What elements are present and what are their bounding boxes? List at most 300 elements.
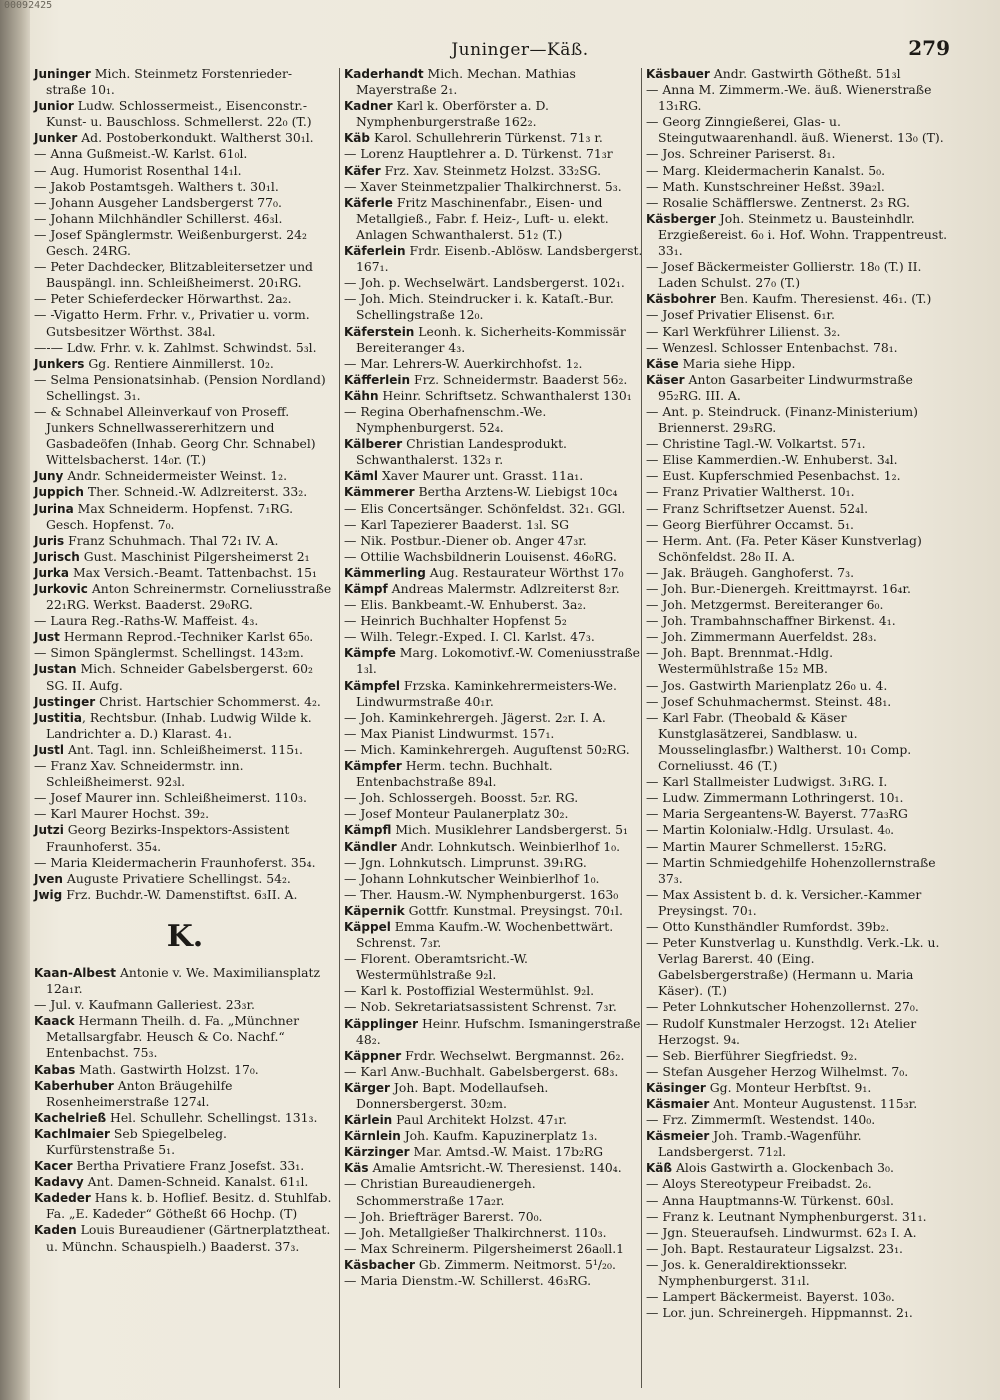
entry-details: Alois Gastwirth a. Glockenbach 3₀. (672, 1160, 894, 1176)
directory-entry (646, 372, 948, 404)
entry-surname: Kaack (34, 1014, 75, 1029)
entry-surname: Just (34, 630, 60, 645)
entry-details: Fritz Maschinenfabr., Eisen- und Metallgieß., Fabr. f. Heiz-, Luft- u. elekt. Anlagen Schwanthalerst. 51₂ (T.) (356, 194, 609, 242)
entry-surname: Käsmeier (646, 1129, 710, 1144)
entry-details: Karol. Schullehrerin Türkenst. 71₃ r. (370, 130, 603, 146)
directory-entry (34, 291, 336, 307)
directory-entry (34, 179, 336, 195)
entry-details: Hans k. b. Hoflief. Besitz. d. Stuhlfab. Fa. „E. Kadeder“ Götheßt 66 Hochp. (T) (46, 1190, 332, 1222)
entry-details: Ther. Schneid.-W. Adlzreiterst. 33₂. (83, 484, 308, 500)
directory-entry (344, 163, 646, 179)
directory-entry (646, 1016, 948, 1048)
entry-details: — Peter Schieferdecker Hörwarthst. 2a₂. (34, 291, 292, 307)
directory-entry (34, 629, 336, 645)
directory-entry (344, 999, 646, 1015)
entry-details: — Joh. Bur.-Dienergeh. Kreittmayrst. 16₄r. (646, 581, 911, 596)
entry-details: — Frz. Zimmermſt. Westendst. 140₀. (646, 1112, 876, 1128)
directory-entry (34, 404, 336, 468)
entry-details: — Elis Concertsänger. Schönfeldst. 32₁. GGl. (344, 500, 626, 516)
directory-entry (344, 822, 646, 838)
entry-surname: Juppich (34, 485, 84, 500)
directory-entry (344, 356, 646, 372)
entry-surname: Käsbohrer (646, 292, 716, 307)
entry-details: Joh. Steinmetz u. Bausteinhdlr. Erzgießereist. 6₀ i. Hof. Wohn. Trappentreust. 33₁. (658, 210, 948, 259)
entry-details: — Eust. Kupferschmied Pesenbachst. 1₂. (646, 468, 901, 484)
directory-entry (646, 839, 948, 855)
entry-details: Heinr. Schriftsetz. Schwanthalerst 130₁ (378, 387, 632, 403)
entry-details: Mar. Amtsd.-W. Maist. 17b₂RG (409, 1144, 604, 1160)
directory-entry (646, 1048, 948, 1064)
column-1 (34, 66, 336, 1255)
directory-entry (34, 613, 336, 629)
entry-details: Bertha Privatiere Franz Josefst. 33₁. (72, 1158, 305, 1174)
entry-details: — Wenzesl. Schlosser Entenbachst. 78₁. (646, 339, 898, 355)
entry-surname: Kändler (344, 839, 397, 854)
directory-entry (34, 1110, 336, 1126)
directory-entry (344, 533, 646, 549)
directory-entry (646, 324, 948, 340)
entry-surname: Käppner (344, 1048, 402, 1063)
directory-entry (646, 1305, 948, 1321)
directory-entry (34, 565, 336, 581)
entry-details: Max Versich.-Beamt. Tattenbachst. 15₁ (69, 564, 317, 580)
entry-surname: Juninger (34, 67, 91, 81)
entry-details: Gottfr. Kunstmal. Preysingst. 70₁l. (404, 902, 623, 918)
entry-details: — Joh. p. Wechselwärt. Landsbergerst. 102₁. (344, 275, 625, 291)
directory-entry (344, 146, 646, 162)
directory-entry (646, 66, 948, 82)
entry-details: Gg. Rentiere Ainmillerst. 10₂. (84, 355, 274, 371)
entry-surname: Jurkovic (34, 582, 88, 596)
directory-entry (646, 806, 948, 822)
entry-details: — Martin Schmiedgehilfe Hohenzollernstraße 37₃. (646, 854, 936, 886)
directory-entry (344, 678, 646, 710)
entry-surname: Kärger (344, 1080, 390, 1095)
entry-details: Frzska. Kaminkehrermeisters-We. Lindwurmstraße 40₁r. (356, 677, 617, 709)
entry-details: — Josef Spänglermstr. Weißenburgerst. 24₂ Gesch. 24RG. (34, 226, 308, 259)
entry-details: — Maria Kleidermacherin Fraunhoferst. 35₄. (34, 854, 316, 870)
entry-surname: Käfferlein (344, 372, 411, 387)
entry-surname: Kaberhuber (34, 1078, 114, 1093)
entry-surname: Kadavy (34, 1175, 84, 1190)
column-1-entries-k (34, 965, 336, 1255)
directory-entry (34, 806, 336, 822)
directory-entry (344, 855, 646, 871)
entry-details: — Karl Tapezierer Baaderst. 1₃l. SG (344, 516, 570, 532)
entry-details: — Jos. k. Generaldirektionssekr. Nymphenburgerst. 31₁l. (646, 1256, 848, 1289)
entry-details: — Florent. Oberamtsricht.-W. Westermühlstraße 9₂l. (344, 951, 529, 983)
directory-entry (646, 501, 948, 517)
entry-details: — Josef Maurer inn. Schleißheimerst. 110₃. (34, 790, 307, 806)
entry-details: Gb. Zimmerm. Neitmorst. 5¹/₂₀. (414, 1256, 616, 1272)
directory-entry (34, 195, 336, 211)
directory-entry (344, 130, 646, 146)
entry-details: — Wilh. Telegr.-Exped. I. Cl. Karlst. 47₃. (344, 629, 595, 645)
directory-entry (34, 501, 336, 533)
entry-surname: Kaderhandt (344, 67, 424, 81)
entry-details: — Franz k. Leutnant Nymphenburgerst. 31₁. (646, 1208, 927, 1224)
directory-entry (646, 790, 948, 806)
entry-surname: Kähn (344, 388, 379, 403)
directory-entry (646, 533, 948, 565)
directory-entry (34, 372, 336, 404)
directory-entry (646, 436, 948, 452)
entry-details: — Peter Lohnkutscher Hohenzollernst. 27₀. (646, 999, 919, 1015)
entry-surname: Kabas (34, 1062, 76, 1077)
entry-surname: Käfer (344, 163, 381, 178)
directory-entry (34, 855, 336, 871)
entry-details: — Joh. Bapt. Brennmat.-Hdlg. Westermühlstraße 15₂ MB. (646, 645, 834, 677)
directory-entry (344, 517, 646, 533)
directory-entry (344, 613, 646, 629)
entry-details: — Georg Bierführer Occamst. 5₁. (646, 516, 854, 532)
entry-details: Frz. Buchdr.-W. Damenstiftst. 6₃II. A. (62, 886, 298, 902)
entry-surname: Kämpf (344, 582, 388, 596)
entry-details: Joh. Bapt. Modellaufseh. Donnersbergerst. 30₂m. (356, 1079, 549, 1111)
entry-details: Paul Architekt Holzst. 47₁r. (392, 1112, 567, 1128)
book-spine (0, 0, 30, 1400)
directory-entry (34, 1126, 336, 1158)
directory-entry (344, 1016, 646, 1048)
directory-entry (646, 919, 948, 935)
entry-details: — Ottilie Wachsbildnerin Louisenst. 46₀RG. (344, 548, 617, 564)
directory-entry (34, 1158, 336, 1174)
entry-details: — Joh. Zimmermann Auerfeldst. 28₃. (646, 629, 877, 645)
entry-details: — Simon Spänglermst. Schellingst. 143₂m. (34, 645, 304, 661)
entry-details: Anton Gasarbeiter Lindwurmstraße 95₂RG. III. A. (658, 371, 913, 403)
entry-details: Ben. Kaufm. Theresienst. 46₁. (T.) (715, 291, 932, 307)
directory-entry (344, 903, 646, 919)
entry-details: — Maria Sergeantens-W. Bayerst. 77a₃RG (646, 806, 908, 822)
entry-details: — Karl Werkführer Lilienst. 3₂. (646, 323, 841, 339)
directory-entry (646, 179, 948, 195)
directory-entry (34, 1190, 336, 1222)
directory-entry (344, 372, 646, 388)
entry-details: — Aug. Humorist Rosenthal 14₁l. (34, 162, 242, 178)
entry-surname: Junkers (34, 356, 85, 371)
entry-surname: Kämpfel (344, 678, 400, 693)
entry-details: Marg. Lokomotivf.-W. Comeniusstraße 1₃l. (356, 645, 641, 677)
entry-surname: Kadeder (34, 1191, 91, 1206)
directory-entry (344, 790, 646, 806)
entry-details: Anton Bräugehilfe Rosenheimerstraße 127₄l. (46, 1077, 233, 1109)
entry-surname: Käsbauer (646, 67, 710, 81)
entry-details: — Josef Bäckermeister Gollierstr. 18₀ (T.) II. Laden Schulst. 27₀ (T.) (646, 259, 922, 291)
entry-details: Leonh. k. Sicherheits-Kommissär Bereiteranger 4₃. (356, 323, 626, 355)
directory-entry (344, 565, 646, 581)
entry-surname: Käse (646, 356, 679, 371)
directory-entry (344, 871, 646, 887)
column-2 (344, 66, 646, 1289)
page-number: 279 (908, 36, 950, 60)
directory-entry (646, 822, 948, 838)
entry-details: — Jos. Schreiner Pariserst. 8₁. (646, 146, 836, 162)
entry-details: Franz Schuhmach. Thal 72₁ IV. A. (64, 532, 279, 548)
directory-entry (646, 307, 948, 323)
entry-details: Emma Kaufm.-W. Wochenbettwärt. Schrenst. 7₃r. (356, 918, 614, 951)
directory-entry (646, 211, 948, 259)
directory-entry (646, 114, 948, 146)
entry-details: Christ. Hartschier Schommerst. 4₂. (95, 693, 321, 709)
entry-details: Karl k. Oberförster a. D. Nymphenburgerstraße 162₂. (356, 98, 549, 130)
entry-details: — Math. Kunstschreiner Heßst. 39a₂l. (646, 178, 885, 194)
entry-details: — Otto Kunsthändler Rumfordst. 39b₂. (646, 918, 890, 934)
directory-entry (34, 146, 336, 162)
entry-surname: Käsmaier (646, 1097, 710, 1111)
entry-details: —-— Ldw. Frhr. v. k. Zahlmst. Schwindst. 5₃l. (34, 339, 317, 355)
entry-details: Joh. Kaufm. Kapuzinerplatz 1₃. (400, 1128, 598, 1144)
directory-entry (344, 388, 646, 404)
directory-entry (344, 1160, 646, 1176)
entry-details: Hel. Schullehr. Schellingst. 131₃. (106, 1109, 318, 1125)
entry-details: Ant. Tagl. inn. Schleißheimerst. 115₁. (64, 741, 303, 757)
entry-surname: Kärzinger (344, 1145, 410, 1160)
entry-details: — Elis. Bankbeamt.-W. Enhuberst. 3a₂. (344, 597, 587, 613)
entry-surname: Justitia (34, 710, 82, 725)
entry-details: Antonie v. We. Maximiliansplatz 12a₁r. (46, 964, 321, 997)
entry-surname: Käppel (344, 919, 391, 934)
entry-surname: Jwig (34, 887, 63, 902)
entry-surname: Justl (34, 742, 64, 757)
directory-entry (34, 790, 336, 806)
entry-details: — -Vigatto Herm. Frhr. v., Privatier u. vorm. Gutsbesitzer Wörthst. 38₄l. (34, 307, 310, 339)
directory-entry (344, 98, 646, 130)
entry-details: — Seb. Bierführer Siegfriedst. 9₂. (646, 1047, 858, 1063)
entry-details: Andr. Lohnkutsch. Weinbierlhof 1₀. (396, 838, 621, 854)
directory-entry (646, 935, 948, 999)
directory-entry (646, 1080, 948, 1096)
entry-details: Andreas Malermstr. Adlzreiterst 8₂r. (387, 581, 620, 596)
directory-entry (646, 1241, 948, 1257)
entry-surname: Juny (34, 469, 64, 484)
directory-entry (646, 1112, 948, 1128)
directory-entry (344, 243, 646, 275)
directory-entry (646, 1289, 948, 1305)
directory-entry (344, 436, 646, 468)
directory-entry (344, 1048, 646, 1064)
entry-details: — Nik. Postbur.-Diener ob. Anger 47₃r. (344, 532, 587, 548)
directory-entry (646, 1257, 948, 1289)
entry-details: — Selma Pensionatsinhab. (Pension Nordland) Schellingst. 3₁. (34, 371, 326, 403)
directory-entry (344, 645, 646, 677)
entry-details: — Max Assistent b. d. k. Versicher.-Kammer Preysingst. 70₁. (646, 886, 922, 918)
directory-entry (344, 1241, 646, 1257)
directory-entry (344, 1257, 646, 1273)
directory-entry (34, 822, 336, 854)
entry-details: — Mich. Kaminkehrergeh. Auguſtenst 50₂RG. (344, 741, 630, 757)
entry-details: — Franz Xav. Schneidermstr. inn. Schleißheimerst. 92₃l. (34, 758, 244, 790)
entry-surname: Jurina (34, 501, 74, 516)
entry-details: — Karl Stallmeister Ludwigst. 3₁RG. I. (646, 774, 888, 790)
directory-entry (646, 678, 948, 694)
entry-details: — Rosalie Schäfflerswe. Zentnerst. 2₃ RG. (646, 194, 910, 210)
entry-details: — Karl Maurer Hochst. 39₂. (34, 806, 210, 822)
directory-entry (646, 613, 948, 629)
entry-details: — Joh. Metzgermst. Bereiteranger 6₀. (646, 597, 884, 613)
entry-details: — Franz Privatier Waltherst. 10₁. (646, 484, 855, 500)
entry-details: — Karl Fabr. (Theobald & Käser Kunstglasätzerei, Sandblasw. u. Mousselinglasfbr.) Waltherst. 10₁ Comp. Corneliusst. 46 (T.) (646, 709, 912, 774)
directory-entry (344, 758, 646, 790)
directory-entry (646, 999, 948, 1015)
directory-entry (344, 1176, 646, 1208)
entry-details: Hermann Reprod.-Techniker Karlst 65₀. (59, 629, 314, 645)
directory-entry (34, 1222, 336, 1254)
entry-details: — Ludw. Zimmermann Lothringerst. 10₁. (646, 790, 904, 806)
entry-details: — Max Schreinerm. Pilgersheimerst 26a₀ll.1 (344, 1240, 625, 1256)
entry-details: Georg Bezirks-Inspektors-Assistent Fraunhoferst. 35₄. (46, 822, 290, 854)
entry-details: Xaver Maurer unt. Grasst. 11a₁. (378, 468, 584, 484)
entry-details: — Joh. Schlossergeh. Boosst. 5₂r. RG. (344, 790, 579, 806)
entry-details: — Lorenz Hauptlehrer a. D. Türkenst. 71₃r (344, 146, 613, 162)
directory-entry (646, 1176, 948, 1192)
entry-surname: Käml (344, 469, 379, 484)
directory-entry (34, 340, 336, 356)
directory-entry (646, 259, 948, 291)
directory-entry (344, 806, 646, 822)
entry-details: — Josef Privatier Elisenst. 6₁r. (646, 307, 835, 323)
entry-surname: Kämpfe (344, 646, 396, 661)
entry-details: — Georg Zinngießerei, Glas- u. Steingutwaarenhandl. äuß. Wienerst. 13₀ (T). (646, 114, 944, 146)
directory-entry (344, 66, 646, 98)
directory-entry (344, 1080, 646, 1112)
entry-details: — Maria Dienstm.-W. Schillerst. 46₃RG. (344, 1273, 592, 1289)
entry-details: Auguste Privatiere Schellingst. 54₂. (62, 870, 291, 886)
directory-entry (34, 163, 336, 179)
entry-surname: Kärlein (344, 1113, 393, 1128)
directory-entry (34, 710, 336, 742)
directory-entry (646, 291, 948, 307)
directory-entry (344, 951, 646, 983)
entry-details: Ludw. Schlossermeist., Eisenconstr.- Kunst- u. Bauschloss. Schmellerst. 22₀ (T.) (46, 98, 312, 130)
entry-details: — Elise Kammerdien.-W. Enhuberst. 3₄l. (646, 452, 898, 468)
entry-details: Andr. Gastwirth Götheßt. 51₃l (709, 66, 901, 81)
directory-entry (646, 146, 948, 162)
directory-entry (646, 710, 948, 774)
directory-entry (646, 887, 948, 919)
directory-entry (344, 710, 646, 726)
entry-details: — Aloys Stereotypeur Freibadst. 2₆. (646, 1176, 872, 1192)
entry-details: — Heinrich Buchhalter Hopfenst 5₂ (344, 613, 567, 629)
directory-entry (646, 484, 948, 500)
scan-id: 00092425 (4, 0, 53, 11)
entry-details: Frdr. Wechselwt. Bergmannst. 26₂. (401, 1047, 625, 1063)
entry-surname: Kadner (344, 99, 393, 114)
directory-entry (646, 163, 948, 179)
directory-entry (344, 597, 646, 613)
entry-details: Frdr. Eisenb.-Ablösw. Landsbergerst. 167₁. (356, 243, 643, 275)
entry-details: — Lampert Bäckermeist. Bayerst. 103₀. (646, 1289, 895, 1305)
entry-details: — Jak. Bräugeh. Ganghoferst. 7₃. (646, 564, 855, 580)
entry-details: — Rudolf Kunstmaler Herzogst. 12₁ Atelier Herzogst. 9₄. (646, 1015, 917, 1047)
directory-entry (344, 195, 646, 243)
entry-surname: Kacer (34, 1159, 73, 1174)
directory-entry (34, 130, 336, 146)
directory-entry (344, 919, 646, 951)
entry-surname: Kachelrieß (34, 1110, 107, 1125)
entry-surname: Käpernik (344, 903, 405, 918)
directory-entry (646, 195, 948, 211)
entry-surname: Kämpfer (344, 759, 402, 774)
directory-entry (646, 517, 948, 533)
directory-entry (344, 1209, 646, 1225)
entry-details: Seb Spiegelbeleg. Kurfürstenstraße 5₁. (46, 1125, 227, 1157)
directory-entry (646, 597, 948, 613)
directory-entry (646, 404, 948, 436)
entry-details: — Martin Kolonialw.-Hdlg. Ursulast. 4₀. (646, 822, 895, 838)
entry-surname: Käser (646, 372, 685, 387)
entry-details: — Regina Oberhafnenschm.-We. Nymphenburgerst. 52₄. (344, 403, 547, 436)
directory-entry (646, 855, 948, 887)
directory-entry (344, 291, 646, 323)
entry-surname: Justinger (34, 694, 96, 709)
entry-surname: Kachlmaier (34, 1126, 110, 1141)
directory-entry (34, 98, 336, 130)
entry-surname: Käsinger (646, 1080, 706, 1095)
entry-surname: Käsberger (646, 211, 716, 226)
entry-details: Max Schneiderm. Hopfenst. 7₁RG. Gesch. Hopfenst. 7₀. (46, 500, 294, 532)
entry-details: — Joh. Briefträger Barerst. 70₀. (344, 1208, 543, 1224)
directory-entry (34, 66, 336, 98)
entry-surname: Käferstein (344, 324, 415, 339)
directory-entry (646, 1064, 948, 1080)
entry-details: — Lor. jun. Schreinergeh. Hippmannst. 2₁. (646, 1305, 913, 1321)
entry-surname: Käferle (344, 195, 393, 210)
entry-details: — Karl Anw.-Buchhalt. Gabelsbergerst. 68₃. (344, 1063, 619, 1079)
directory-entry (344, 275, 646, 291)
entry-details: Frz. Xav. Steinmetz Holzst. 33₂SG. (380, 162, 602, 178)
directory-entry (34, 1013, 336, 1061)
directory-entry (34, 533, 336, 549)
entry-details: — Jgn. Lohnkutsch. Limprunst. 39₁RG. (344, 854, 587, 870)
directory-entry (646, 645, 948, 677)
entry-surname: Jutzi (34, 823, 64, 838)
entry-details: — Herm. Ant. (Fa. Peter Käser Kunstverlag) Schönfeldst. 28₀ II. A. (646, 532, 922, 564)
entry-details: — Christian Bureaudienergeh. Schommerstraße 17a₂r. (344, 1176, 536, 1208)
directory-entry (344, 468, 646, 484)
directory-entry (344, 1112, 646, 1128)
entry-surname: Kaden (34, 1223, 77, 1238)
column-1-entries-j (34, 66, 336, 903)
entry-surname: Justan (34, 662, 77, 677)
directory-entry (646, 1225, 948, 1241)
entry-details: — Franz Schriftsetzer Auenst. 52₄l. (646, 500, 869, 516)
entry-details: Aug. Restaurateur Wörthst 17₀ (425, 564, 624, 580)
entry-details: — Xaver Steinmetzpalier Thalkirchnerst. 5₃. (344, 178, 622, 194)
directory-entry (646, 694, 948, 710)
entry-surname: Kämmerer (344, 485, 415, 500)
directory-entry (646, 629, 948, 645)
entry-details: — Anna Hauptmanns-W. Türkenst. 60₃l. (646, 1192, 894, 1208)
directory-entry (34, 1174, 336, 1190)
entry-details: — Josef Schuhmachermst. Steinst. 48₁. (646, 693, 892, 709)
directory-entry (344, 629, 646, 645)
entry-details: Ant. Monteur Augustenst. 115₃r. (709, 1096, 918, 1111)
directory-entry (344, 549, 646, 565)
section-letter-k: K. (166, 918, 204, 954)
directory-entry (34, 661, 336, 693)
directory-entry (34, 484, 336, 500)
directory-entry (646, 82, 948, 114)
entry-details: — Anna Gußmeist.-W. Karlst. 61₀l. (34, 146, 248, 162)
directory-entry (344, 1273, 646, 1289)
entry-details: , Rechtsbur. (Inhab. Ludwig Wilde k. Landrichter a. D.) Klarast. 4₁. (46, 709, 312, 741)
directory-entry (344, 1225, 646, 1241)
directory-entry (34, 356, 336, 372)
entry-details: — Joh. Metallgießer Thalkirchnerst. 110₃. (344, 1224, 607, 1240)
entry-details: Math. Gastwirth Holzst. 17₀. (75, 1061, 259, 1077)
entry-details: — Laura Reg.-Raths-W. Maffeist. 4₃. (34, 613, 259, 629)
entry-details: Gust. Maschinist Pilgersheimerst 2₁ (79, 548, 310, 564)
